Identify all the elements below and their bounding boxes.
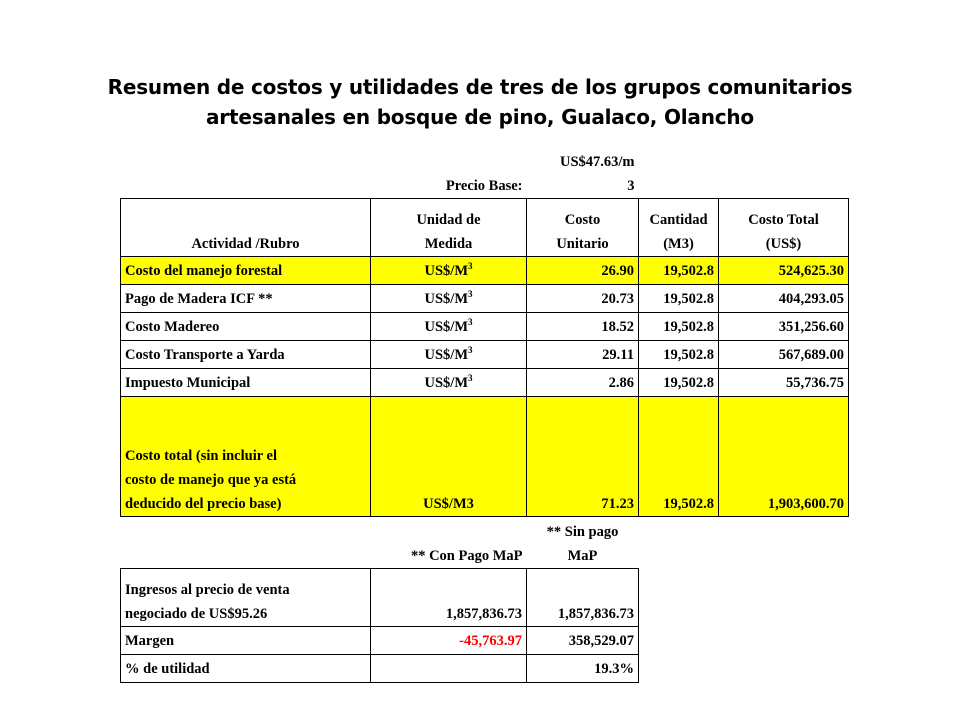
ingresos-con: 1,857,836.73 — [371, 569, 527, 627]
unit-text: US$/M — [424, 346, 468, 363]
header-costo-2: Unitario — [556, 236, 609, 252]
row-unidad — [371, 285, 527, 313]
summary-header-sin-pago-1: ** Sin pago — [546, 524, 619, 540]
utilidad-con — [371, 655, 527, 683]
header-unidad-2: Medida — [424, 236, 473, 252]
table-row — [121, 285, 849, 313]
table-row — [121, 369, 849, 397]
header-row — [121, 199, 849, 257]
header-total-2: (US$) — [765, 236, 802, 252]
ingresos-sin: 1,857,836.73 — [527, 569, 639, 627]
header-actividad: Actividad /Rubro — [121, 199, 371, 257]
unit-text: US$/M — [424, 290, 468, 307]
row-costo: 20.73 — [527, 285, 639, 313]
row-unidad — [371, 313, 527, 341]
table-row — [121, 257, 849, 285]
margen-sin: 358,529.07 — [527, 627, 639, 655]
unit-text: US$/M — [424, 262, 468, 279]
header-unidad-1: Unidad de — [416, 212, 481, 228]
row-cantidad: 19,502.8 — [639, 369, 719, 397]
total-row-label-2: costo de manejo que ya está — [125, 472, 297, 488]
total-row-label — [121, 397, 371, 517]
header-total-1: Costo Total — [748, 212, 819, 228]
row-actividad: Costo Madereo — [121, 313, 371, 341]
row-cantidad: 19,502.8 — [639, 341, 719, 369]
header-cantidad — [639, 199, 719, 257]
row-actividad: Impuesto Municipal — [121, 369, 371, 397]
summary-row-utilidad — [121, 655, 639, 683]
row-costo: 2.86 — [527, 369, 639, 397]
margen-label: Margen — [121, 627, 371, 655]
row-total: 567,689.00 — [719, 341, 849, 369]
title-line-2: artesanales en bosque de pino, Gualaco, Olancho — [206, 105, 754, 129]
unit-superscript: 3 — [468, 344, 473, 355]
utilidad-sin: 19.3% — [527, 655, 639, 683]
total-row-total: 1,903,600.70 — [719, 397, 849, 517]
row-cantidad: 19,502.8 — [639, 257, 719, 285]
row-unidad — [371, 341, 527, 369]
header-costo-1: Costo — [564, 212, 601, 228]
header-total — [719, 199, 849, 257]
header-cantidad-2: (M3) — [663, 236, 694, 252]
unit-superscript: 3 — [468, 288, 473, 299]
margen-con: -45,763.97 — [371, 627, 527, 655]
summary-header-row — [121, 520, 639, 569]
row-total: 404,293.05 — [719, 285, 849, 313]
precio-base-value-line2: 3 — [627, 178, 635, 194]
cost-table — [120, 150, 849, 517]
summary-header-con-pago: ** Con Pago MaP — [410, 548, 523, 564]
row-total: 524,625.30 — [719, 257, 849, 285]
total-row-label-1: Costo total (sin incluir el — [125, 448, 277, 464]
row-actividad: Pago de Madera ICF ** — [121, 285, 371, 313]
table-row — [121, 341, 849, 369]
precio-base-value-line1: US$47.63/m — [559, 154, 635, 170]
header-cantidad-1: Cantidad — [649, 212, 708, 228]
row-total: 351,256.60 — [719, 313, 849, 341]
row-actividad: Costo Transporte a Yarda — [121, 341, 371, 369]
ingresos-label-2: negociado de US$95.26 — [125, 606, 268, 622]
summary-row-ingresos — [121, 569, 639, 627]
ingresos-label-1: Ingresos al precio de venta — [125, 582, 290, 598]
summary-header-sin-pago — [527, 520, 639, 569]
row-unidad — [371, 257, 527, 285]
total-row-costo: 71.23 — [527, 397, 639, 517]
header-costo — [527, 199, 639, 257]
title-line-1: Resumen de costos y utilidades de tres de los grupos comunitarios — [107, 75, 853, 99]
precio-base-row — [121, 150, 849, 199]
total-row — [121, 397, 849, 517]
page-title — [0, 72, 960, 132]
precio-base-value — [527, 150, 639, 199]
row-total: 55,736.75 — [719, 369, 849, 397]
table-row — [121, 313, 849, 341]
summary-header-sin-pago-2: MaP — [567, 548, 598, 564]
utilidad-label: % de utilidad — [121, 655, 371, 683]
row-costo: 18.52 — [527, 313, 639, 341]
row-costo: 26.90 — [527, 257, 639, 285]
row-cantidad: 19,502.8 — [639, 285, 719, 313]
header-unidad — [371, 199, 527, 257]
summary-row-margen — [121, 627, 639, 655]
total-row-unidad: US$/M3 — [371, 397, 527, 517]
unit-text: US$/M — [424, 318, 468, 335]
unit-text: US$/M — [424, 374, 468, 391]
row-unidad — [371, 369, 527, 397]
unit-superscript: 3 — [468, 372, 473, 383]
unit-superscript: 3 — [468, 316, 473, 327]
row-actividad: Costo del manejo forestal — [121, 257, 371, 285]
ingresos-label — [121, 569, 371, 627]
summary-table — [120, 520, 639, 683]
total-row-label-3: deducido del precio base) — [125, 496, 282, 512]
row-cantidad: 19,502.8 — [639, 313, 719, 341]
row-costo: 29.11 — [527, 341, 639, 369]
unit-superscript: 3 — [468, 260, 473, 271]
precio-base-label: Precio Base: — [445, 178, 523, 194]
total-row-cantidad: 19,502.8 — [639, 397, 719, 517]
